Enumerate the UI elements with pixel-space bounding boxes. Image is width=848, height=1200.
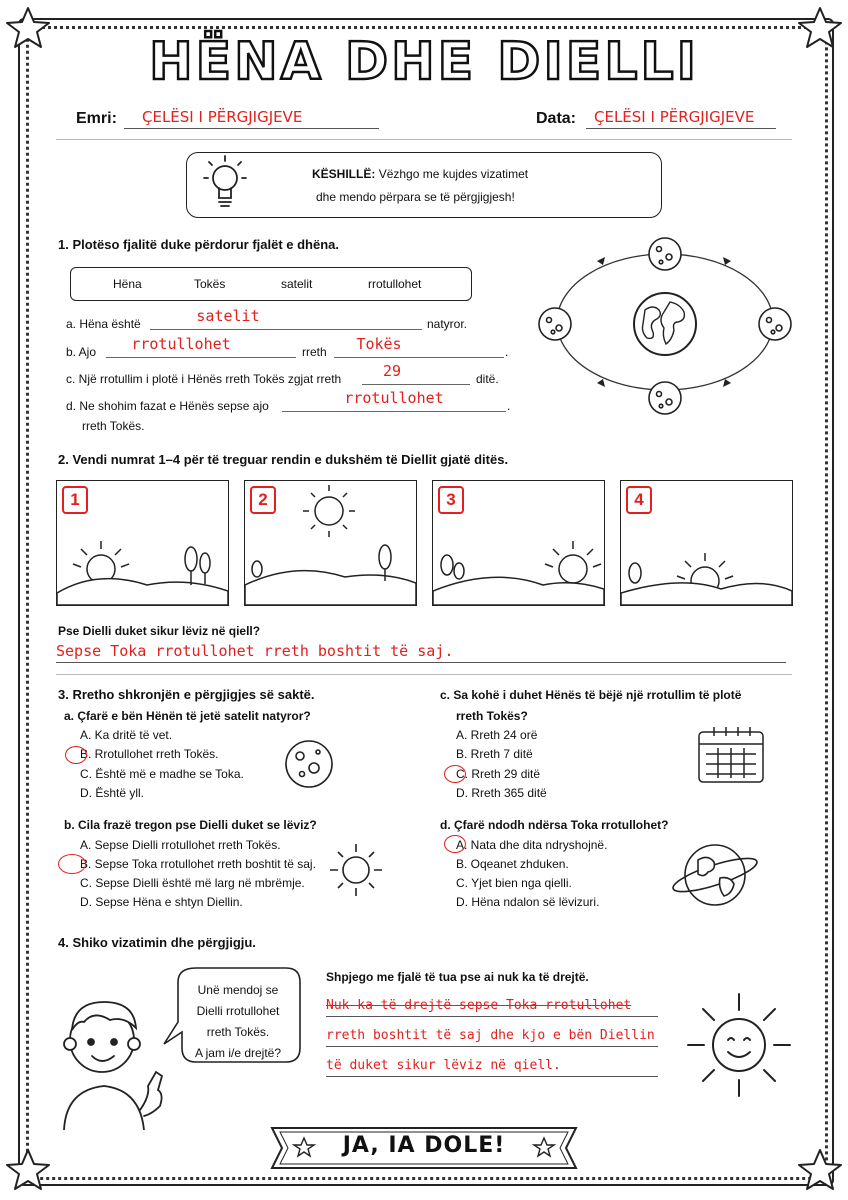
footer-banner: JA, IA DOLE!: [342, 1133, 506, 1158]
earth-icon: [634, 293, 696, 355]
section-divider: [56, 674, 792, 675]
q3b-question: b. Cila frazë tregon pse Dielli duket se lëviz?: [64, 818, 317, 832]
sun-icon: [328, 842, 384, 898]
q3-title: 3. Rretho shkronjën e përgjigjes së saktë.: [58, 687, 315, 702]
smiling-sun-icon: [684, 990, 794, 1100]
q4-answer-text: rreth boshtit të saj dhe kjo e bën Diellin: [326, 1028, 655, 1043]
q2-answer: Sepse Toka rrotullohet rreth boshtit të saj.: [56, 642, 454, 660]
q1c-suffix: ditë.: [476, 372, 499, 386]
tip-box: [186, 152, 662, 218]
answer-circle: [444, 765, 466, 783]
q4-answer-text: Nuk ka të drejtë sepse Toka rrotullohet: [326, 998, 632, 1013]
q3a-option-c[interactable]: C. Është më e madhe se Toka.: [80, 767, 244, 781]
q3c-option-a[interactable]: A. Rreth 24 orë: [456, 728, 538, 742]
answer-circle: [444, 835, 466, 853]
q2-answer-line[interactable]: [56, 642, 786, 663]
speech-line: Dielli rrotullohet: [196, 1004, 280, 1018]
panel-number: 4: [626, 486, 652, 514]
answer-circle: [58, 854, 86, 874]
tip-line2: dhe mendo përpara se të përgjigjesh!: [316, 190, 515, 204]
word-bank-item: satelit: [281, 277, 313, 291]
date-value: ÇELËSI I PËRGJIGJEVE: [594, 108, 755, 126]
q1b-blank2[interactable]: [334, 335, 504, 358]
sun-panel-3: [432, 480, 605, 606]
q1a-answer: satelit: [196, 307, 260, 325]
word-bank-item: rrotullohet: [368, 277, 422, 291]
q3d-question: d. Çfarë ndodh ndërsa Toka rrotullohet?: [440, 818, 669, 832]
speech-line: rreth Tokës.: [206, 1025, 270, 1039]
name-field[interactable]: [124, 108, 379, 129]
date-label: Data:: [536, 110, 577, 127]
q3c-option-b[interactable]: B. Rreth 7 ditë: [456, 747, 533, 761]
panel-number: 1: [62, 486, 88, 514]
q2-question: Pse Dielli duket sikur lëviz në qiell?: [58, 624, 261, 638]
q3c-option-c[interactable]: C. Rreth 29 ditë: [456, 767, 541, 781]
sun-panel-4: [620, 480, 793, 606]
speech-text: [178, 980, 298, 1064]
q1c-blank[interactable]: [362, 362, 470, 385]
q1d-answer: rrotullohet: [344, 389, 444, 407]
q3b-option-c[interactable]: C. Sepse Dielli është më larg në mbrëmje.: [80, 876, 305, 890]
q4-answer-line-1[interactable]: [326, 1000, 658, 1017]
speech-line: Unë mendoj se: [197, 983, 279, 997]
q3a-option-d[interactable]: D. Është yll.: [80, 786, 145, 800]
q3c-option-d[interactable]: D. Rreth 365 ditë: [456, 786, 547, 800]
panel-number: 2: [250, 486, 276, 514]
q1b-prefix: b. Ajo: [66, 345, 97, 359]
q3b-option-b[interactable]: B. Sepse Toka rrotullohet rreth boshtit të saj.: [80, 857, 316, 871]
q3a-question: a. Çfarë e bën Hënën të jetë satelit natyror?: [64, 709, 311, 723]
tip-label: KËSHILLË:: [312, 167, 376, 181]
moon-icon: [759, 308, 791, 340]
q3d-option-a[interactable]: A. Nata dhe dita ndryshojnë.: [456, 838, 608, 852]
sun-panel-1: [56, 480, 229, 606]
q1b-answer2: Tokës: [356, 335, 402, 353]
word-bank-item: Hëna: [113, 277, 142, 291]
page-title: HËNA DHE DIELLI: [149, 32, 699, 92]
q3d-option-b[interactable]: B. Oqeanet zhduken.: [456, 857, 569, 871]
date-field[interactable]: [586, 108, 776, 129]
name-label: Emri:: [76, 110, 117, 127]
q4-title: 4. Shiko vizatimin dhe përgjigju.: [58, 935, 256, 950]
q3a-option-a[interactable]: A. Ka dritë të vet.: [80, 728, 173, 742]
q3a-option-b[interactable]: B. Rrotullohet rreth Tokës.: [80, 747, 219, 761]
q1a-blank[interactable]: [150, 307, 422, 330]
moon-orbit-diagram: [535, 232, 795, 422]
q1d-suffix: .: [507, 399, 511, 413]
q3c-question-1: c. Sa kohë i duhet Hënës të bëjë një rrotullim të plotë: [440, 688, 742, 702]
q1a-prefix: a. Hëna është: [66, 317, 141, 331]
q1b-answer1: rrotullohet: [131, 335, 231, 353]
speech-line: A jam i/e drejtë?: [194, 1046, 282, 1060]
q4-answer-text: të duket sikur lëviz në qiell.: [326, 1058, 561, 1073]
q4-answer-line-2[interactable]: [326, 1030, 658, 1047]
q4-prompt: Shpjego me fjalë të tua pse ai nuk ka të drejtë.: [326, 970, 589, 984]
tip-line1: Vëzhgo me kujdes vizatimet: [378, 167, 529, 181]
q3b-option-d[interactable]: D. Sepse Hëna e shtyn Diellin.: [80, 895, 243, 909]
q3d-option-c[interactable]: C. Yjet bien nga qielli.: [456, 876, 572, 890]
lightbulb-icon: [200, 148, 250, 220]
name-value: ÇELËSI I PËRGJIGJEVE: [142, 108, 303, 126]
q2-title: 2. Vendi numrat 1–4 për të treguar rendin e dukshëm të Diellit gjatë ditës.: [58, 452, 509, 467]
moon-icon: [649, 238, 681, 270]
word-bank-item: Tokës: [194, 277, 226, 291]
star-icon: [799, 1150, 841, 1189]
q1-title: 1. Plotëso fjalitë duke përdorur fjalët e dhëna.: [58, 237, 340, 252]
q4-answer-line-3[interactable]: [326, 1060, 658, 1077]
q1b-suffix: .: [505, 345, 509, 359]
q1c-prefix: c. Një rrotullim i plotë i Hënës rreth Tokës zgjat rreth: [66, 372, 342, 386]
answer-circle: [65, 746, 87, 764]
moon-icon: [280, 738, 338, 790]
moon-icon: [539, 308, 571, 340]
panel-number: 3: [438, 486, 464, 514]
q3b-option-a[interactable]: A. Sepse Dielli rrotullohet rreth Tokës.: [80, 838, 281, 852]
q1c-answer: 29: [382, 362, 402, 380]
q1d-prefix: d. Ne shohim fazat e Hënës sepse ajo: [66, 399, 269, 413]
earth-icon: [670, 838, 760, 912]
q1a-suffix: natyror.: [427, 317, 468, 331]
q1d-blank[interactable]: [282, 389, 506, 412]
moon-icon: [649, 382, 681, 414]
q3c-question-2: rreth Tokës?: [456, 709, 528, 723]
calendar-icon: [696, 724, 766, 786]
q1d-line2: rreth Tokës.: [82, 419, 145, 433]
q3d-option-d[interactable]: D. Hëna ndalon së lëvizuri.: [456, 895, 600, 909]
q1b-blank1[interactable]: [106, 335, 296, 358]
header-divider: [56, 139, 792, 140]
q1b-mid: rreth: [302, 345, 327, 359]
sun-panel-2: [244, 480, 417, 606]
star-icon: [7, 1150, 49, 1189]
